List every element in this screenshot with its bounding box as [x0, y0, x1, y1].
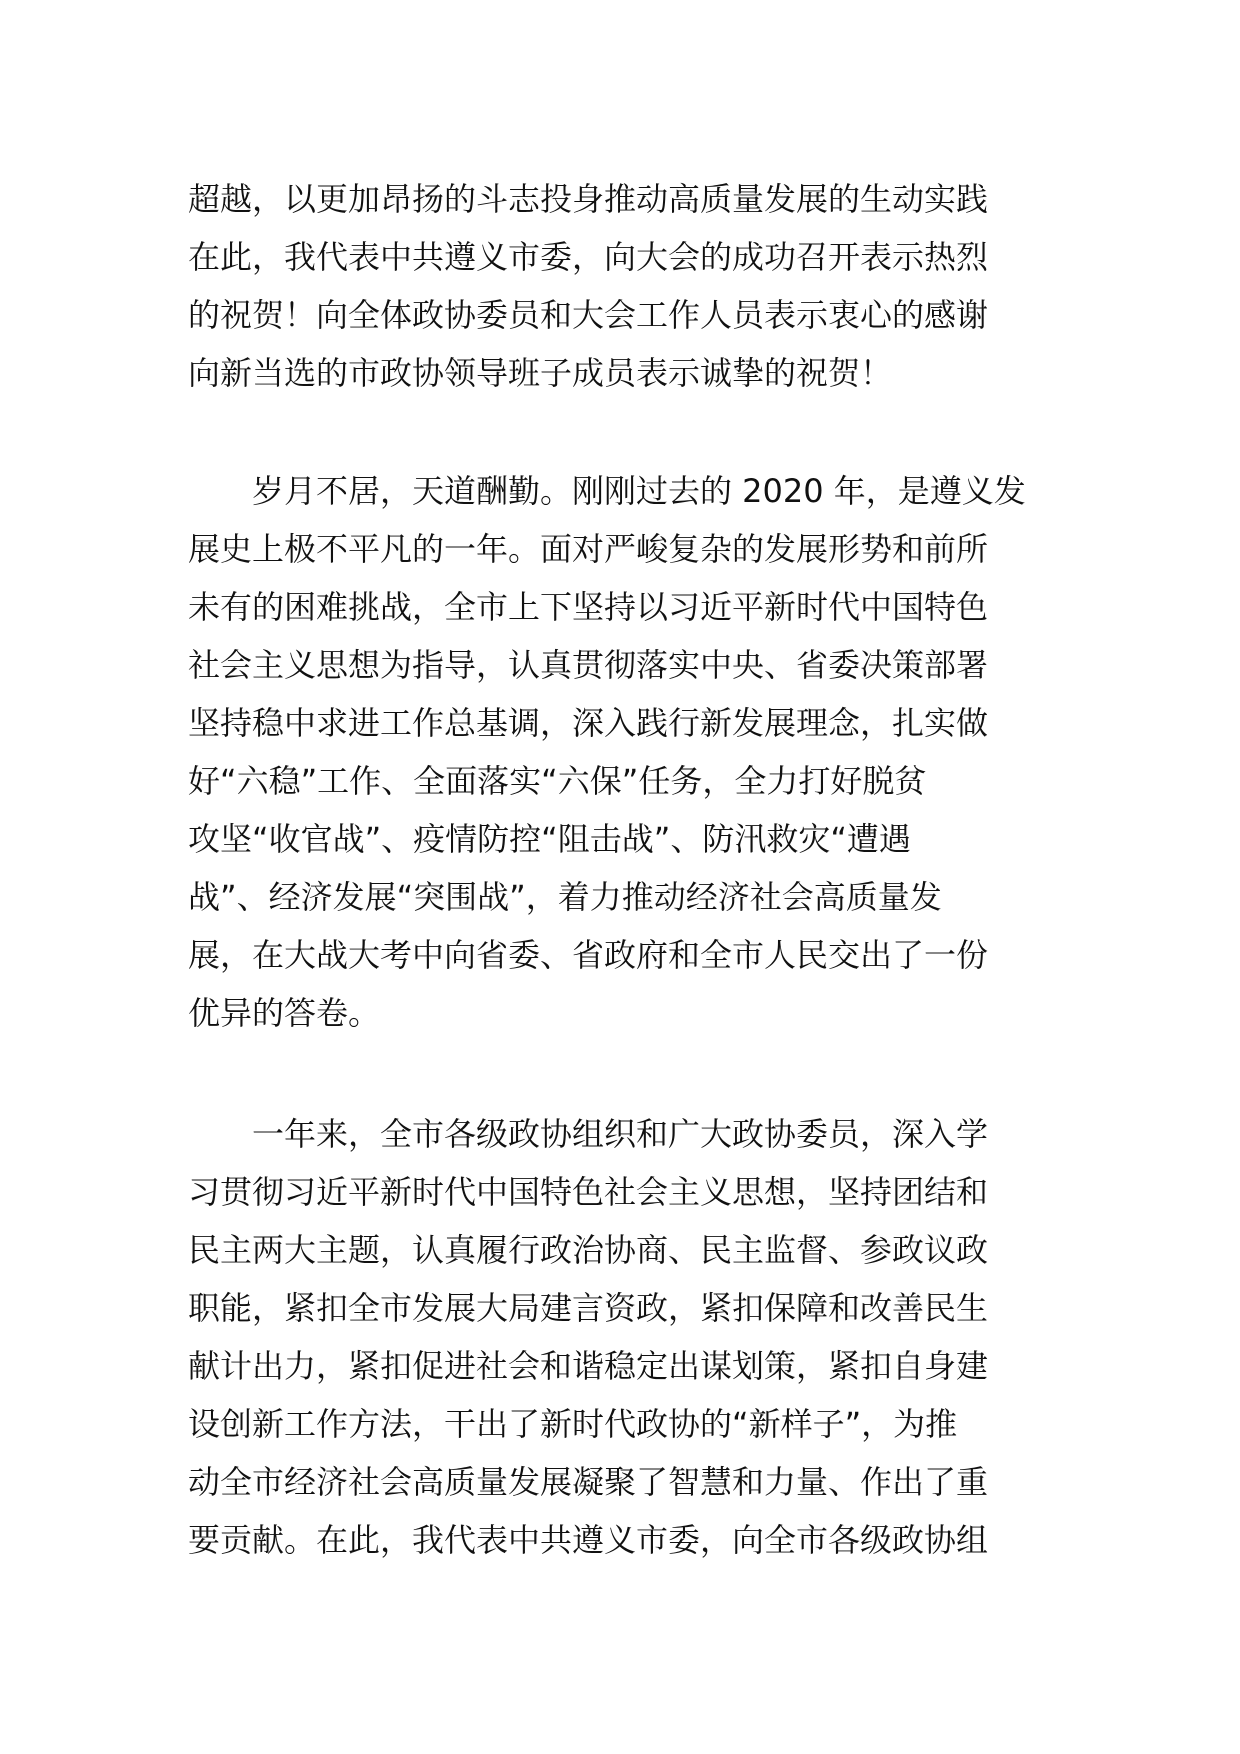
- text-line: 向新当选的市政协领导班子成员表示诚挚的祝贺！: [188, 354, 893, 392]
- text-line: 展，在大战大考中向省委、省政府和全市人民交出了一份: [188, 936, 989, 974]
- paragraph: [188, 462, 1068, 1042]
- text-line: 攻坚“收官战”、疫情防控“阻击战”、防汛救灾“遭遇: [188, 820, 911, 858]
- text-line: 展史上极不平凡的一年。面对严峻复杂的发展形势和前所: [188, 530, 989, 568]
- text-line: 坚持稳中求进工作总基调，深入践行新发展理念，扎实做: [188, 704, 989, 742]
- text-line: 优异的答卷。: [188, 994, 381, 1032]
- text-line: 的祝贺！向全体政协委员和大会工作人员表示衷心的感谢: [188, 296, 989, 334]
- text-line: 一年来，全市各级政协组织和广大政协委员，深入学: [188, 1115, 989, 1153]
- text-line: 在此，我代表中共遵义市委，向大会的成功召开表示热烈: [188, 238, 989, 276]
- text-line: 职能，紧扣全市发展大局建言资政，紧扣保障和改善民生: [188, 1289, 989, 1327]
- text-line: 岁月不居，天道酬勤。刚刚过去的 2020 年，是遵义发: [188, 472, 1026, 510]
- text-line: 献计出力，紧扣促进社会和谐稳定出谋划策，紧扣自身建: [188, 1347, 989, 1385]
- text-line: 战”、经济发展“突围战”，着力推动经济社会高质量发: [188, 878, 942, 916]
- text-line: 设创新工作方法，干出了新时代政协的“新样子”，为推: [188, 1405, 958, 1443]
- text-line: 要贡献。在此，我代表中共遵义市委，向全市各级政协组: [188, 1521, 989, 1559]
- text-line: 习贯彻习近平新时代中国特色社会主义思想，坚持团结和: [188, 1173, 989, 1211]
- text-line: 超越，以更加昂扬的斗志投身推动高质量发展的生动实践: [188, 180, 989, 218]
- text-line: 好“六稳”工作、全面落实“六保”任务，全力打好脱贫: [188, 762, 927, 800]
- text-line: 动全市经济社会高质量发展凝聚了智慧和力量、作出了重: [188, 1463, 989, 1501]
- text-line: 社会主义思想为指导，认真贯彻落实中央、省委决策部署: [188, 646, 989, 684]
- paragraph: [188, 1105, 1068, 1569]
- text-line: 民主两大主题，认真履行政治协商、民主监督、参政议政: [188, 1231, 989, 1269]
- paragraph: [188, 170, 1068, 402]
- text-line: 未有的困难挑战，全市上下坚持以习近平新时代中国特色: [188, 588, 989, 626]
